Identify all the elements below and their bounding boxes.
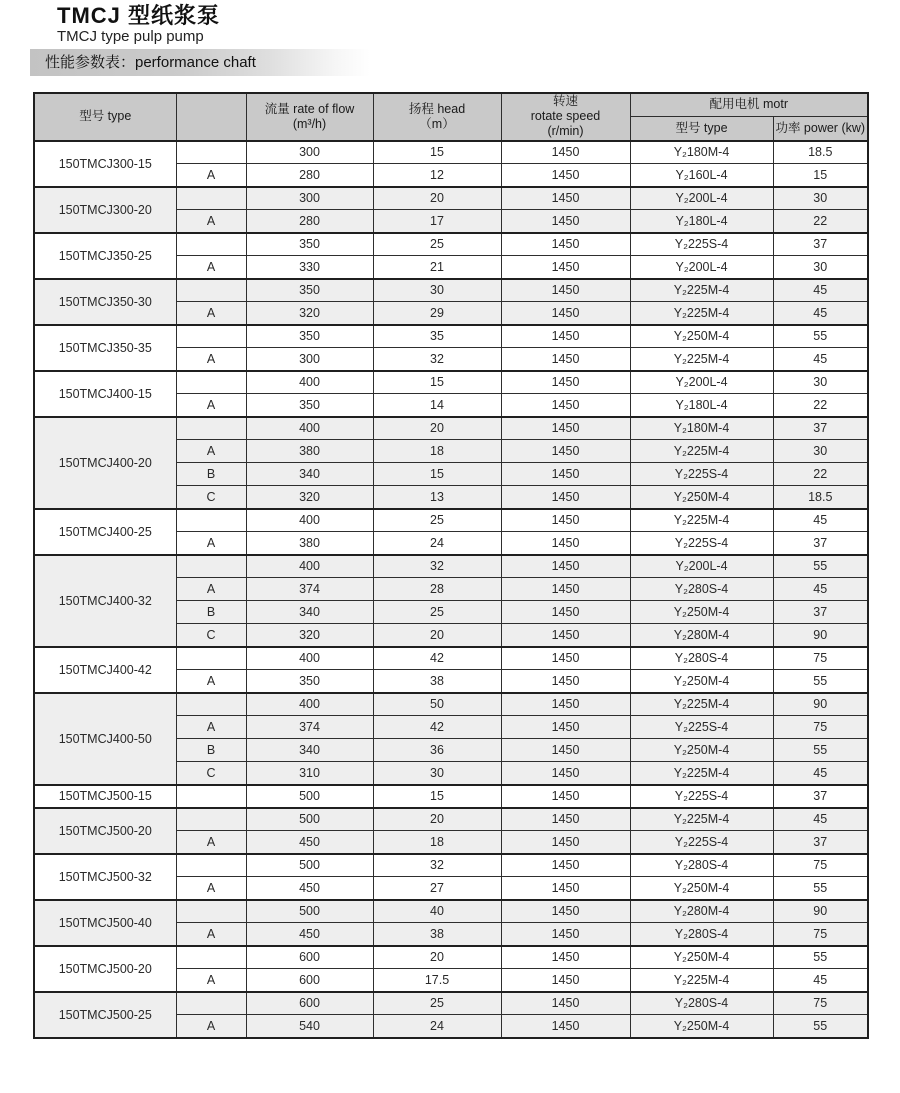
pump-model-cell: 150TMCJ500-40 (34, 900, 176, 946)
flow-cell: 350 (246, 233, 373, 256)
variant-cell (176, 325, 246, 348)
head-cell: 15 (373, 371, 501, 394)
motor-power-cell: 22 (773, 210, 868, 233)
motor-type-cell: Y₂280S-4 (630, 992, 773, 1015)
speed-cell: 1450 (501, 486, 630, 509)
table-row (34, 647, 868, 670)
header-motor-power: 功率 power (kw) (773, 117, 868, 141)
flow-cell: 374 (246, 716, 373, 739)
variant-cell: A (176, 716, 246, 739)
pump-model-cell: 150TMCJ400-25 (34, 509, 176, 555)
motor-type-cell: Y₂200L-4 (630, 256, 773, 279)
variant-cell (176, 785, 246, 808)
variant-cell (176, 647, 246, 670)
motor-type-cell: Y₂250M-4 (630, 1015, 773, 1038)
head-cell: 32 (373, 555, 501, 578)
speed-cell: 1450 (501, 831, 630, 854)
table-row (34, 187, 868, 210)
motor-type-cell: Y₂225S-4 (630, 785, 773, 808)
motor-type-cell: Y₂200L-4 (630, 371, 773, 394)
motor-power-cell: 15 (773, 164, 868, 187)
speed-cell: 1450 (501, 302, 630, 325)
table-row (34, 946, 868, 969)
motor-type-cell: Y₂250M-4 (630, 877, 773, 900)
flow-cell: 320 (246, 624, 373, 647)
table-row (34, 693, 868, 716)
flow-cell: 400 (246, 371, 373, 394)
variant-cell: A (176, 302, 246, 325)
flow-cell: 300 (246, 141, 373, 164)
speed-cell: 1450 (501, 509, 630, 532)
motor-power-cell: 55 (773, 739, 868, 762)
variant-cell: A (176, 440, 246, 463)
motor-power-cell: 18.5 (773, 141, 868, 164)
speed-cell: 1450 (501, 394, 630, 417)
variant-cell: A (176, 532, 246, 555)
head-cell: 20 (373, 946, 501, 969)
head-cell: 32 (373, 348, 501, 371)
motor-power-cell: 75 (773, 716, 868, 739)
motor-power-cell: 30 (773, 440, 868, 463)
speed-cell: 1450 (501, 325, 630, 348)
motor-power-cell: 55 (773, 877, 868, 900)
header-motor-group: 配用电机 motr (630, 93, 868, 117)
motor-type-cell: Y₂225S-4 (630, 233, 773, 256)
head-cell: 32 (373, 854, 501, 877)
header-speed-label-en: rotate speed (530, 109, 601, 124)
speed-cell: 1450 (501, 647, 630, 670)
motor-power-cell: 75 (773, 647, 868, 670)
table-row (34, 785, 868, 808)
motor-type-cell: Y₂200L-4 (630, 187, 773, 210)
motor-power-cell: 37 (773, 417, 868, 440)
speed-cell: 1450 (501, 946, 630, 969)
speed-cell: 1450 (501, 440, 630, 463)
head-cell: 12 (373, 164, 501, 187)
speed-cell: 1450 (501, 716, 630, 739)
head-cell: 17 (373, 210, 501, 233)
head-cell: 15 (373, 785, 501, 808)
page-subtitle: TMCJ type pulp pump (57, 28, 204, 46)
flow-cell: 400 (246, 693, 373, 716)
head-cell: 40 (373, 900, 501, 923)
motor-power-cell: 22 (773, 463, 868, 486)
motor-type-cell: Y₂250M-4 (630, 739, 773, 762)
flow-cell: 540 (246, 1015, 373, 1038)
speed-cell: 1450 (501, 877, 630, 900)
speed-cell: 1450 (501, 187, 630, 210)
speed-cell: 1450 (501, 785, 630, 808)
flow-cell: 450 (246, 831, 373, 854)
pump-model-cell: 150TMCJ350-25 (34, 233, 176, 279)
head-cell: 17.5 (373, 969, 501, 992)
pump-model-cell: 150TMCJ400-32 (34, 555, 176, 647)
head-cell: 24 (373, 532, 501, 555)
header-head-label: 扬程 head (408, 101, 466, 116)
head-cell: 42 (373, 716, 501, 739)
flow-cell: 300 (246, 348, 373, 371)
variant-cell (176, 854, 246, 877)
motor-type-cell: Y₂225M-4 (630, 969, 773, 992)
variant-cell (176, 417, 246, 440)
head-cell: 20 (373, 808, 501, 831)
flow-cell: 300 (246, 187, 373, 210)
motor-type-cell: Y₂200L-4 (630, 555, 773, 578)
table-header (34, 93, 868, 141)
table-row (34, 555, 868, 578)
motor-type-cell: Y₂250M-4 (630, 946, 773, 969)
motor-power-cell: 30 (773, 256, 868, 279)
speed-cell: 1450 (501, 348, 630, 371)
speed-cell: 1450 (501, 532, 630, 555)
speed-cell: 1450 (501, 923, 630, 946)
head-cell: 20 (373, 417, 501, 440)
table-row (34, 417, 868, 440)
variant-cell (176, 509, 246, 532)
variant-cell: B (176, 601, 246, 624)
pump-model-cell: 150TMCJ400-50 (34, 693, 176, 785)
section-banner: 性能参数表：performance chaft (30, 49, 370, 76)
speed-cell: 1450 (501, 624, 630, 647)
pump-model-cell: 150TMCJ500-32 (34, 854, 176, 900)
head-cell: 38 (373, 923, 501, 946)
page-title: TMCJ 型纸浆泵 (57, 3, 221, 28)
variant-cell: A (176, 394, 246, 417)
pump-model-cell: 150TMCJ300-15 (34, 141, 176, 187)
motor-type-cell: Y₂225M-4 (630, 302, 773, 325)
variant-cell (176, 808, 246, 831)
pump-model-cell: 150TMCJ400-15 (34, 371, 176, 417)
variant-cell (176, 279, 246, 302)
speed-cell: 1450 (501, 808, 630, 831)
motor-type-cell: Y₂180M-4 (630, 417, 773, 440)
motor-power-cell: 37 (773, 831, 868, 854)
table-row (34, 808, 868, 831)
pump-model-cell: 150TMCJ500-20 (34, 808, 176, 854)
flow-cell: 374 (246, 578, 373, 601)
motor-type-cell: Y₂280S-4 (630, 923, 773, 946)
variant-cell: C (176, 624, 246, 647)
flow-cell: 320 (246, 302, 373, 325)
variant-cell (176, 992, 246, 1015)
flow-cell: 340 (246, 601, 373, 624)
motor-power-cell: 45 (773, 279, 868, 302)
performance-table (33, 92, 869, 1039)
table-row (34, 141, 868, 164)
speed-cell: 1450 (501, 141, 630, 164)
flow-cell: 320 (246, 486, 373, 509)
motor-type-cell: Y₂225S-4 (630, 463, 773, 486)
motor-type-cell: Y₂180L-4 (630, 210, 773, 233)
variant-cell: A (176, 578, 246, 601)
flow-cell: 400 (246, 555, 373, 578)
motor-type-cell: Y₂225M-4 (630, 808, 773, 831)
speed-cell: 1450 (501, 279, 630, 302)
speed-cell: 1450 (501, 371, 630, 394)
variant-cell: A (176, 877, 246, 900)
head-cell: 50 (373, 693, 501, 716)
motor-power-cell: 45 (773, 969, 868, 992)
table-row (34, 371, 868, 394)
table-row (34, 509, 868, 532)
motor-power-cell: 37 (773, 233, 868, 256)
motor-type-cell: Y₂225S-4 (630, 831, 773, 854)
pump-model-cell: 150TMCJ400-20 (34, 417, 176, 509)
flow-cell: 400 (246, 509, 373, 532)
head-cell: 13 (373, 486, 501, 509)
speed-cell: 1450 (501, 1015, 630, 1038)
speed-cell: 1450 (501, 762, 630, 785)
flow-cell: 600 (246, 946, 373, 969)
head-cell: 35 (373, 325, 501, 348)
motor-power-cell: 90 (773, 693, 868, 716)
variant-cell: A (176, 348, 246, 371)
flow-cell: 350 (246, 279, 373, 302)
title-block (0, 0, 900, 46)
variant-cell: C (176, 762, 246, 785)
pump-model-cell: 150TMCJ500-15 (34, 785, 176, 808)
head-cell: 42 (373, 647, 501, 670)
motor-power-cell: 75 (773, 854, 868, 877)
motor-power-cell: 45 (773, 808, 868, 831)
flow-cell: 500 (246, 785, 373, 808)
performance-table-body (34, 141, 868, 1038)
head-cell: 29 (373, 302, 501, 325)
motor-power-cell: 45 (773, 578, 868, 601)
head-cell: 38 (373, 670, 501, 693)
head-cell: 36 (373, 739, 501, 762)
variant-cell: A (176, 969, 246, 992)
head-cell: 27 (373, 877, 501, 900)
motor-type-cell: Y₂225M-4 (630, 279, 773, 302)
header-speed-label-zh: 转速 (552, 94, 578, 109)
table-row (34, 233, 868, 256)
table-row (34, 854, 868, 877)
pump-model-cell: 150TMCJ400-42 (34, 647, 176, 693)
variant-cell: A (176, 670, 246, 693)
head-cell: 30 (373, 762, 501, 785)
table-row (34, 325, 868, 348)
motor-power-cell: 37 (773, 785, 868, 808)
flow-cell: 350 (246, 670, 373, 693)
header-pump-type: 型号 type (34, 93, 176, 141)
header-motor-type: 型号 type (630, 117, 773, 141)
motor-power-cell: 30 (773, 187, 868, 210)
flow-cell: 380 (246, 440, 373, 463)
head-cell: 25 (373, 601, 501, 624)
flow-cell: 330 (246, 256, 373, 279)
flow-cell: 350 (246, 325, 373, 348)
head-cell: 20 (373, 187, 501, 210)
flow-cell: 280 (246, 210, 373, 233)
motor-type-cell: Y₂225S-4 (630, 532, 773, 555)
flow-cell: 500 (246, 808, 373, 831)
motor-type-cell: Y₂180M-4 (630, 141, 773, 164)
header-flow (246, 93, 373, 141)
header-flow-unit: (m³/h) (292, 116, 327, 131)
speed-cell: 1450 (501, 900, 630, 923)
pump-model-cell: 150TMCJ500-20 (34, 946, 176, 992)
flow-cell: 500 (246, 900, 373, 923)
flow-cell: 380 (246, 532, 373, 555)
variant-cell: A (176, 256, 246, 279)
motor-power-cell: 22 (773, 394, 868, 417)
motor-power-cell: 55 (773, 1015, 868, 1038)
head-cell: 18 (373, 440, 501, 463)
motor-type-cell: Y₂280M-4 (630, 900, 773, 923)
motor-power-cell: 30 (773, 371, 868, 394)
header-flow-label: 流量 rate of flow (264, 101, 355, 116)
head-cell: 30 (373, 279, 501, 302)
flow-cell: 350 (246, 394, 373, 417)
variant-cell: A (176, 1015, 246, 1038)
table-row (34, 900, 868, 923)
flow-cell: 400 (246, 647, 373, 670)
head-cell: 15 (373, 141, 501, 164)
motor-type-cell: Y₂225S-4 (630, 716, 773, 739)
speed-cell: 1450 (501, 739, 630, 762)
motor-power-cell: 45 (773, 762, 868, 785)
speed-cell: 1450 (501, 164, 630, 187)
speed-cell: 1450 (501, 693, 630, 716)
motor-power-cell: 45 (773, 509, 868, 532)
head-cell: 21 (373, 256, 501, 279)
flow-cell: 500 (246, 854, 373, 877)
speed-cell: 1450 (501, 601, 630, 624)
motor-power-cell: 45 (773, 348, 868, 371)
pump-model-cell: 150TMCJ300-20 (34, 187, 176, 233)
motor-power-cell: 55 (773, 946, 868, 969)
motor-power-cell: 90 (773, 624, 868, 647)
motor-type-cell: Y₂280S-4 (630, 854, 773, 877)
motor-power-cell: 37 (773, 532, 868, 555)
motor-power-cell: 55 (773, 325, 868, 348)
header-head-unit: （m） (419, 116, 455, 131)
head-cell: 14 (373, 394, 501, 417)
motor-type-cell: Y₂250M-4 (630, 670, 773, 693)
flow-cell: 600 (246, 969, 373, 992)
motor-power-cell: 55 (773, 670, 868, 693)
speed-cell: 1450 (501, 417, 630, 440)
motor-type-cell: Y₂280M-4 (630, 624, 773, 647)
variant-cell: C (176, 486, 246, 509)
speed-cell: 1450 (501, 463, 630, 486)
motor-type-cell: Y₂225M-4 (630, 348, 773, 371)
variant-cell (176, 900, 246, 923)
pump-model-cell: 150TMCJ350-30 (34, 279, 176, 325)
variant-cell (176, 233, 246, 256)
flow-cell: 450 (246, 923, 373, 946)
variant-cell (176, 187, 246, 210)
table-row (34, 279, 868, 302)
head-cell: 25 (373, 509, 501, 532)
variant-cell: A (176, 923, 246, 946)
motor-power-cell: 55 (773, 555, 868, 578)
motor-type-cell: Y₂160L-4 (630, 164, 773, 187)
flow-cell: 450 (246, 877, 373, 900)
motor-type-cell: Y₂280S-4 (630, 578, 773, 601)
flow-cell: 400 (246, 417, 373, 440)
variant-cell: A (176, 210, 246, 233)
variant-cell: B (176, 739, 246, 762)
flow-cell: 340 (246, 739, 373, 762)
speed-cell: 1450 (501, 969, 630, 992)
head-cell: 15 (373, 463, 501, 486)
motor-power-cell: 45 (773, 302, 868, 325)
speed-cell: 1450 (501, 670, 630, 693)
motor-type-cell: Y₂250M-4 (630, 601, 773, 624)
flow-cell: 310 (246, 762, 373, 785)
header-variant (176, 93, 246, 141)
speed-cell: 1450 (501, 578, 630, 601)
motor-power-cell: 90 (773, 900, 868, 923)
header-row-top (34, 93, 868, 117)
variant-cell (176, 693, 246, 716)
motor-type-cell: Y₂225M-4 (630, 762, 773, 785)
motor-type-cell: Y₂250M-4 (630, 486, 773, 509)
motor-type-cell: Y₂280S-4 (630, 647, 773, 670)
header-speed-unit: (r/min) (547, 124, 584, 139)
motor-power-cell: 75 (773, 923, 868, 946)
head-cell: 20 (373, 624, 501, 647)
table-row (34, 992, 868, 1015)
motor-type-cell: Y₂225M-4 (630, 693, 773, 716)
variant-cell (176, 946, 246, 969)
pump-model-cell: 150TMCJ500-25 (34, 992, 176, 1038)
header-speed (501, 93, 630, 141)
variant-cell: A (176, 831, 246, 854)
speed-cell: 1450 (501, 210, 630, 233)
flow-cell: 340 (246, 463, 373, 486)
variant-cell: B (176, 463, 246, 486)
motor-power-cell: 18.5 (773, 486, 868, 509)
motor-power-cell: 75 (773, 992, 868, 1015)
motor-type-cell: Y₂225M-4 (630, 440, 773, 463)
speed-cell: 1450 (501, 854, 630, 877)
variant-cell (176, 141, 246, 164)
flow-cell: 280 (246, 164, 373, 187)
flow-cell: 600 (246, 992, 373, 1015)
head-cell: 25 (373, 992, 501, 1015)
head-cell: 28 (373, 578, 501, 601)
variant-cell: A (176, 164, 246, 187)
speed-cell: 1450 (501, 555, 630, 578)
speed-cell: 1450 (501, 233, 630, 256)
motor-type-cell: Y₂250M-4 (630, 325, 773, 348)
motor-type-cell: Y₂225M-4 (630, 509, 773, 532)
head-cell: 18 (373, 831, 501, 854)
pump-model-cell: 150TMCJ350-35 (34, 325, 176, 371)
variant-cell (176, 555, 246, 578)
speed-cell: 1450 (501, 992, 630, 1015)
motor-power-cell: 37 (773, 601, 868, 624)
header-head (373, 93, 501, 141)
speed-cell: 1450 (501, 256, 630, 279)
head-cell: 24 (373, 1015, 501, 1038)
head-cell: 25 (373, 233, 501, 256)
motor-type-cell: Y₂180L-4 (630, 394, 773, 417)
variant-cell (176, 371, 246, 394)
